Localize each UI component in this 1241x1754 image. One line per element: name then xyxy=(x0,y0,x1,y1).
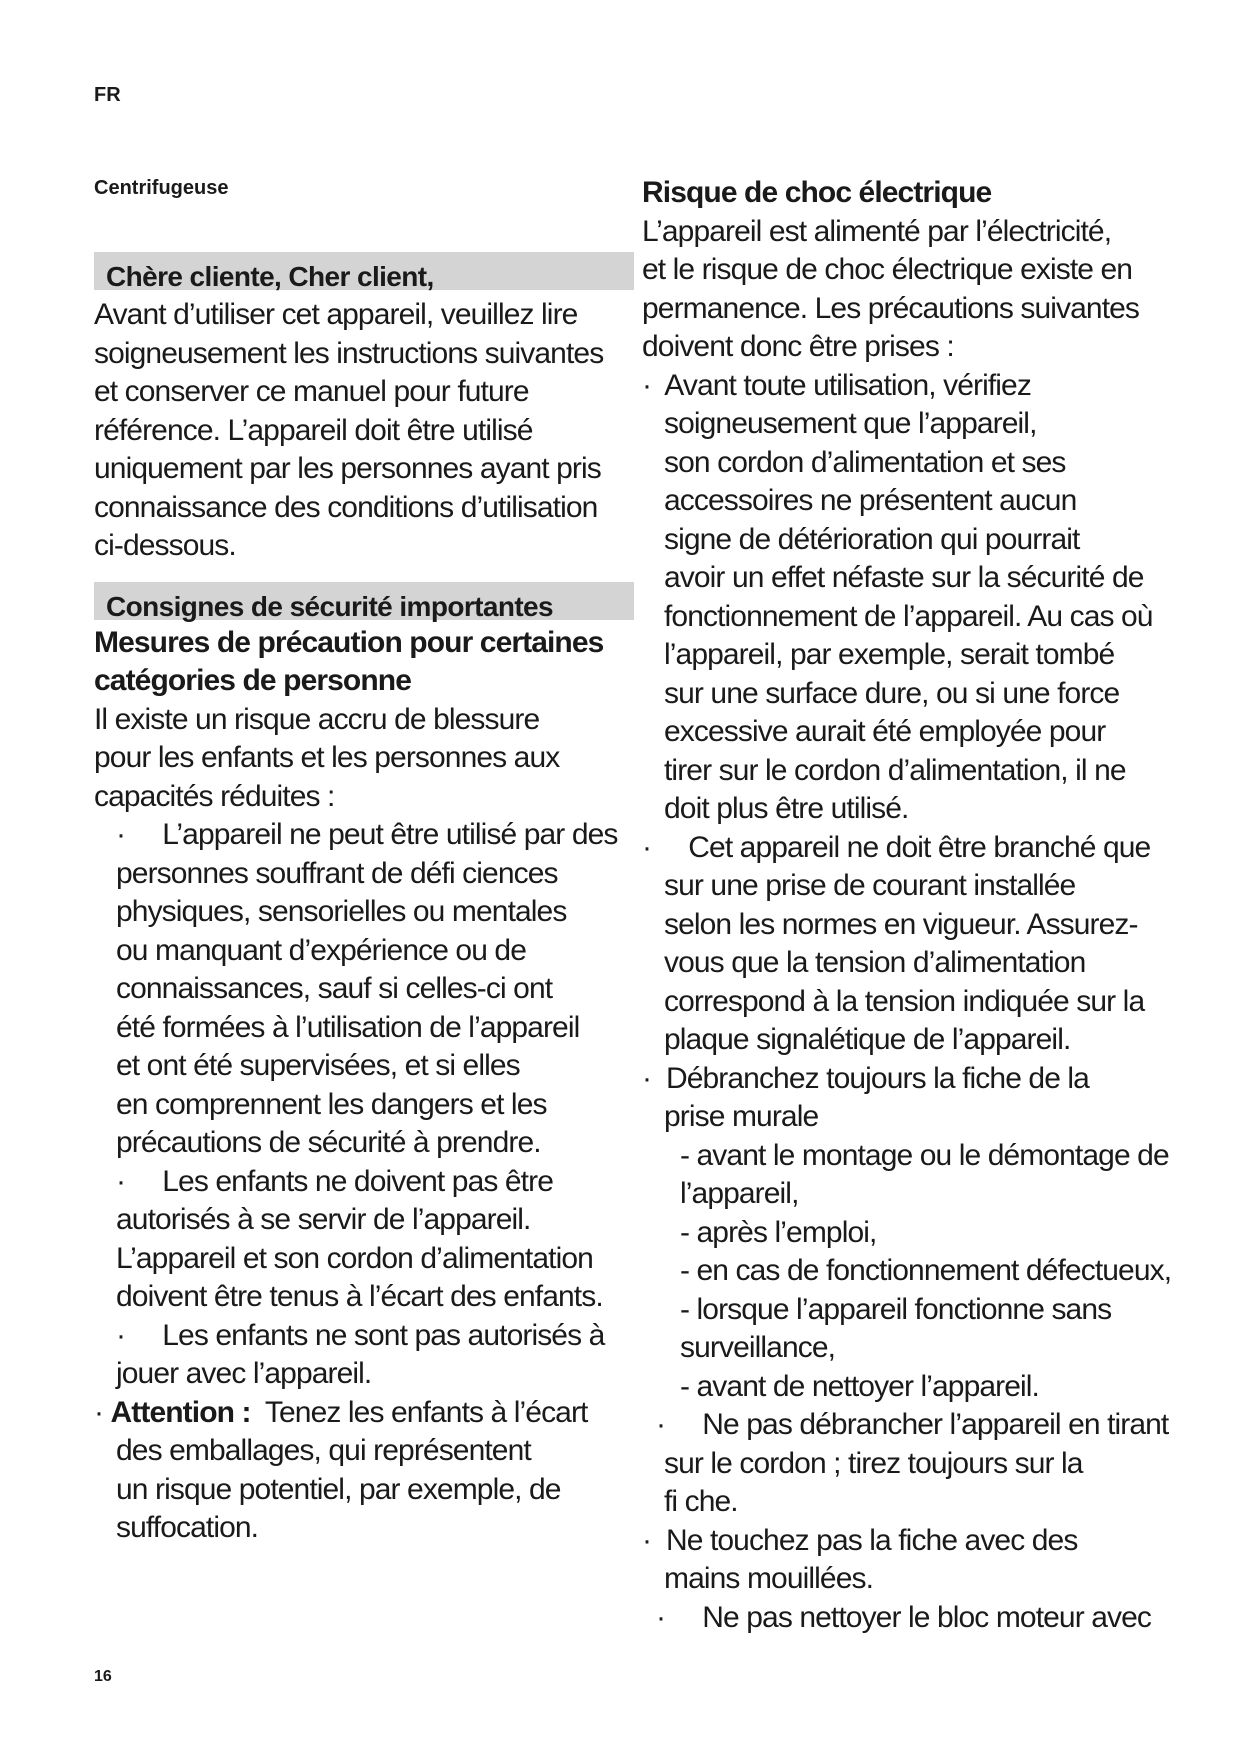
text-line: suffocation. xyxy=(116,1511,259,1544)
bullet-line: · Débranchez toujours la fiche de la xyxy=(642,1061,1089,1095)
text-line: sur une prise de courant installée xyxy=(664,869,1076,902)
bullet-attention xyxy=(94,1394,604,1548)
bullet-dot: · xyxy=(94,1395,104,1429)
unplug-cases xyxy=(642,1137,1182,1407)
text-line: en comprennent les dangers et les xyxy=(116,1087,547,1121)
bullet-children-play xyxy=(94,1317,604,1394)
text-line: L’appareil est alimenté par l’électricité, xyxy=(642,214,1112,248)
text-line: plaque signalétique de l’appareil. xyxy=(664,1023,1071,1056)
text-line: jouer avec l’appareil. xyxy=(116,1357,372,1390)
text-line: référence. L’appareil doit être utilisé xyxy=(94,413,533,447)
text-line: prise murale xyxy=(664,1100,819,1133)
text-line: accessoires ne présentent aucun xyxy=(664,484,1077,517)
text-line: permanence. Les précautions suivantes xyxy=(642,291,1140,325)
text-line: été formées à l’utilisation de l’appareil xyxy=(116,1010,580,1044)
text-line: soigneusement que l’appareil, xyxy=(664,407,1037,440)
text-line: tirer sur le cordon d’alimentation, il ne xyxy=(664,753,1126,787)
text-line: un risque potentiel, par exemple, de xyxy=(116,1472,561,1506)
text-line: vous que la tension d’alimentation xyxy=(664,946,1086,979)
right-column xyxy=(642,174,1182,1637)
text-line: ou manquant d’expérience ou de xyxy=(116,933,526,967)
bullet-inspect xyxy=(642,367,1182,829)
text-line: - en cas de fonctionnement défectueux, xyxy=(680,1254,1172,1287)
text-line: capacités réduites : xyxy=(94,779,335,813)
text-line: excessive aurait été employée pour xyxy=(664,715,1106,748)
text-line: mains mouillées. xyxy=(664,1562,874,1595)
text-line: doivent être tenus à l’écart des enfants. xyxy=(116,1280,603,1313)
bullet-unplug xyxy=(642,1060,1182,1137)
text-line: signe de détérioration qui pourrait xyxy=(664,522,1080,556)
bullet-line: · Les enfants ne sont pas autorisés à xyxy=(116,1318,605,1352)
text-line: catégories de personne xyxy=(94,664,411,697)
bullet-reduced-capacity xyxy=(94,816,618,1163)
text-line: personnes souffrant de défi ciences xyxy=(116,856,558,890)
intro-paragraph xyxy=(94,296,604,566)
bullet-children-use xyxy=(94,1163,604,1317)
left-column xyxy=(94,252,618,1548)
attention-line xyxy=(94,1394,604,1433)
text-line: - avant le montage ou le démontage de xyxy=(680,1138,1169,1172)
safety-banner: Consignes de sécurité importantes xyxy=(94,582,634,620)
bullet-line: · Les enfants ne doivent pas être xyxy=(116,1164,553,1198)
text-line: L’appareil et son cordon d’alimentation xyxy=(116,1241,593,1275)
text-line: l’appareil, par exemple, serait tombé xyxy=(664,638,1115,671)
bullet-line: · Ne pas débrancher l’appareil en tirant xyxy=(656,1408,1169,1441)
text-line: doit plus être utilisé. xyxy=(664,792,909,825)
bullet-line: · Avant toute utilisation, vérifiez xyxy=(642,368,1031,402)
text-line: ci-dessous. xyxy=(94,529,236,562)
text-line: soigneusement les instructions suivantes xyxy=(94,336,604,370)
text-line: surveillance, xyxy=(680,1331,836,1364)
text-line: et le risque de choc électrique existe en xyxy=(642,253,1133,286)
text-line: sur le cordon ; tirez toujours sur la xyxy=(664,1446,1083,1480)
precaution-subheading xyxy=(94,624,604,701)
bullet-line: · Ne pas nettoyer le bloc moteur avec xyxy=(656,1600,1152,1634)
electric-intro xyxy=(642,213,1182,367)
text-line: avoir un effet néfaste sur la sécurité de xyxy=(664,561,1144,594)
text-line: Mesures de précaution pour certaines xyxy=(94,625,604,659)
bullet-clean-motor xyxy=(642,1599,1182,1638)
text-line: son cordon d’alimentation et ses xyxy=(664,445,1066,479)
text-line: correspond à la tension indiquée sur la xyxy=(664,984,1145,1018)
text-line: fonctionnement de l’appareil. Au cas où xyxy=(664,599,1153,633)
bullet-pull-cord xyxy=(642,1406,1182,1522)
bullet-line: · Ne touchez pas la fiche avec des xyxy=(642,1523,1078,1557)
page-number: 16 xyxy=(94,1668,112,1685)
attention-label: Attention : xyxy=(110,1395,251,1429)
electric-shock-heading: Risque de choc électrique xyxy=(642,176,992,209)
text-line: Il existe un risque accru de blessure xyxy=(94,702,540,736)
text-line: selon les normes en vigueur. Assurez- xyxy=(664,907,1138,941)
text-line: connaissances, sauf si celles-ci ont xyxy=(116,972,553,1005)
text-line: - après l’emploi, xyxy=(680,1215,877,1249)
attention-text: Tenez les enfants à l’écart xyxy=(250,1395,588,1429)
bullet-line: · L’appareil ne peut être utilisé par des xyxy=(116,818,618,851)
bullet-wet-hands xyxy=(642,1522,1182,1599)
text-line: l’appareil, xyxy=(680,1177,799,1210)
risk-paragraph xyxy=(94,701,604,817)
text-line: physiques, sensorielles ou mentales xyxy=(116,895,567,928)
language-label: FR xyxy=(94,84,121,106)
text-line: et conserver ce manuel pour future xyxy=(94,375,529,408)
product-name: Centrifugeuse xyxy=(94,177,229,199)
text-line: connaissance des conditions d’utilisation xyxy=(94,490,598,524)
text-line: uniquement par les personnes ayant pris xyxy=(94,452,601,485)
text-line: autorisés à se servir de l’appareil. xyxy=(116,1203,531,1236)
text-line: précautions de sécurité à prendre. xyxy=(116,1126,541,1159)
bullet-outlet xyxy=(642,829,1182,1060)
text-line: - avant de nettoyer l’appareil. xyxy=(680,1369,1039,1403)
text-line: des emballages, qui représentent xyxy=(116,1434,531,1467)
text-line: Avant d’utiliser cet appareil, veuillez lire xyxy=(94,298,578,331)
text-line: et ont été supervisées, et si elles xyxy=(116,1049,520,1082)
text-line: doivent donc être prises : xyxy=(642,330,954,363)
text-line: sur une surface dure, ou si une force xyxy=(664,676,1120,710)
text-line: fi che. xyxy=(664,1485,738,1518)
greeting-banner: Chère cliente, Cher client, xyxy=(94,252,634,290)
text-line: pour les enfants et les personnes aux xyxy=(94,741,560,774)
text-line: - lorsque l’appareil fonctionne sans xyxy=(680,1292,1112,1326)
bullet-line: · Cet appareil ne doit être branché que xyxy=(642,830,1151,864)
